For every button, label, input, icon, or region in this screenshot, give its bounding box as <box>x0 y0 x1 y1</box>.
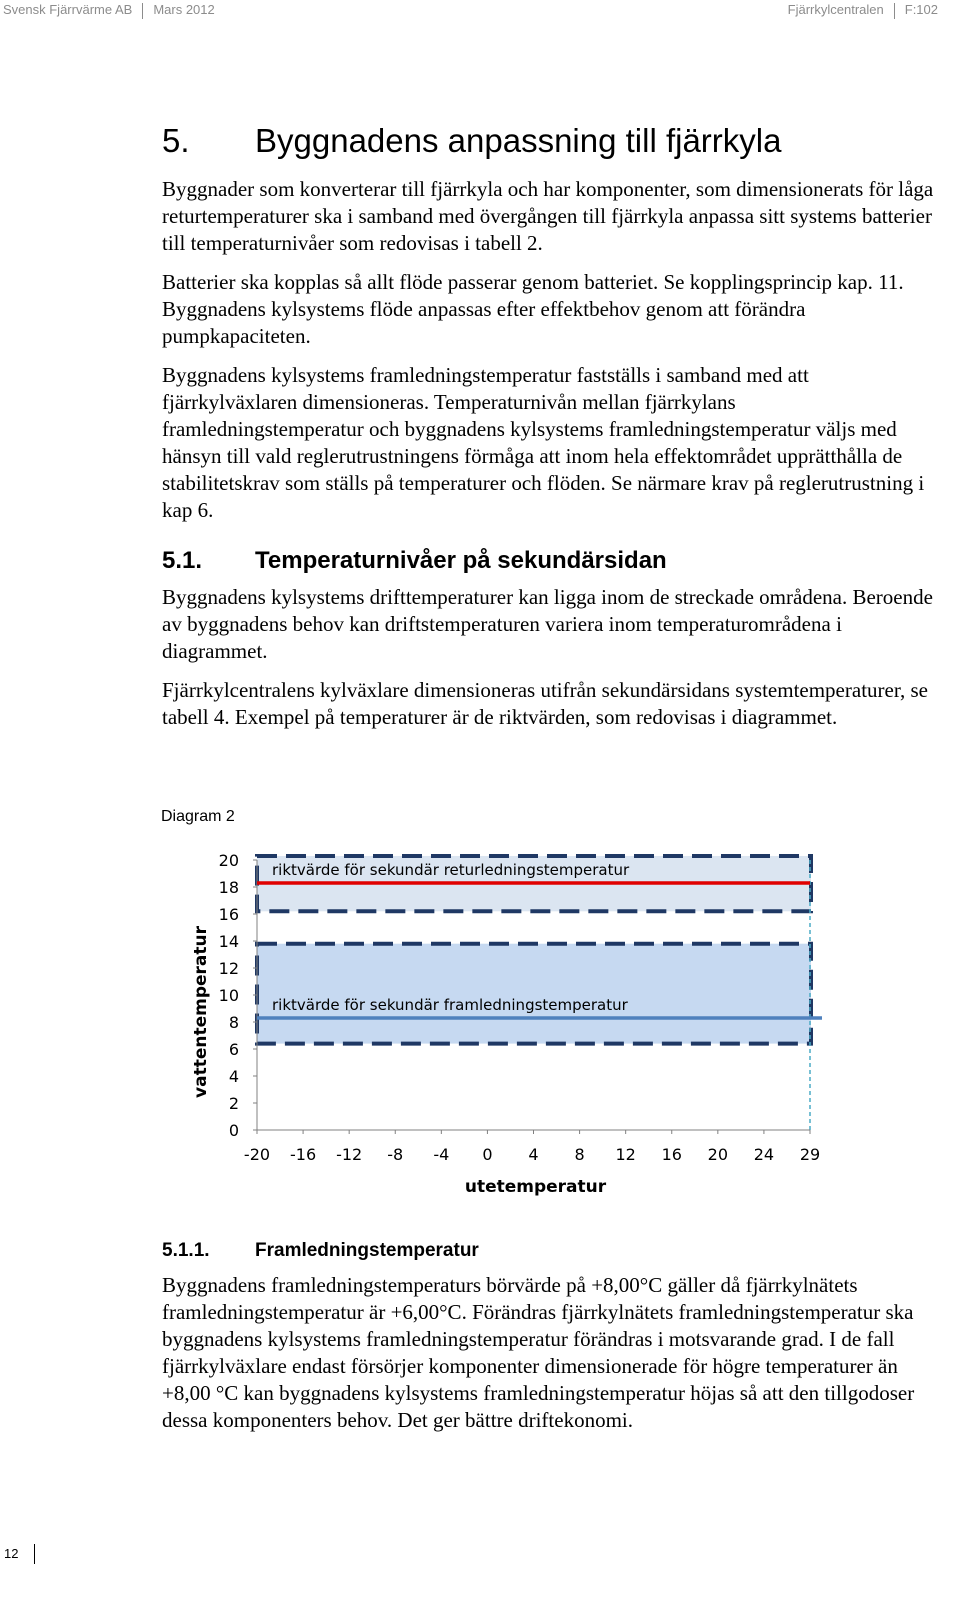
section-number: 5. <box>162 122 190 159</box>
y-tick-label: 16 <box>218 905 239 924</box>
paragraph: Byggnadens framledningstemperaturs börvärde på +8,00°C gäller då fjärrkylnätets framledningstemperatur är +6,00°C. Förändras fjärrkylnätets framledningstemperatur ska byggnadens kylsystems framledningstemperatur förändras i motsvarande grad. I de fall fjärrkylväxlare endast försörjer komponenter dimensionerade för högre temperaturer än +8,00 °C kan byggnadens kylsystems framledningstemperatur höjas så att den tillgodoser dessa komponenters behov. Det ger bättre driftekonomi. <box>162 1273 915 1432</box>
x-tick-label: 20 <box>707 1145 729 1164</box>
y-axis-title: vattentemperatur <box>191 926 211 1098</box>
section-5-1-heading <box>162 547 667 575</box>
section-5-1-1-heading <box>162 1240 479 1262</box>
header-doc: Fjärrkylcentralen <box>787 2 884 17</box>
header-divider <box>894 3 895 19</box>
section-number: 5.1. <box>162 547 203 574</box>
y-tick-label: 2 <box>228 1094 239 1113</box>
paragraph: Fjärrkylcentralens kylväxlare dimensioneras utifrån sekundärsidans systemtemperaturer, se tabell 4. Exempel på temperaturer är de riktvärden, som redovisas i diagrammet. <box>162 678 928 729</box>
page-number: 12 <box>4 1546 19 1561</box>
paragraph: Byggnadens kylsystems drifttemperaturer kan ligga inom de streckade områdena. Beroende av byggnadens behov kan driftstemperaturen variera inom temperaturområdena i diagrammet. <box>162 585 933 663</box>
diagram-caption: Diagram 2 <box>161 808 235 825</box>
x-axis-title: utetemperatur <box>464 1177 607 1197</box>
y-tick-label: 8 <box>228 1013 239 1032</box>
header-left <box>3 2 215 19</box>
header-code: F:102 <box>904 2 938 17</box>
x-tick-label: 8 <box>574 1145 585 1164</box>
section-5-heading <box>162 122 781 160</box>
x-tick-label: -12 <box>336 1145 363 1164</box>
framledning-band <box>257 944 811 1044</box>
x-tick-label: 24 <box>753 1145 775 1164</box>
y-tick-label: 18 <box>218 878 239 897</box>
section-title: Byggnadens anpassning till fjärrkyla <box>255 122 782 159</box>
header-company: Svensk Fjärrvärme AB <box>3 2 133 17</box>
y-tick-label: 12 <box>218 959 239 978</box>
x-tick-label: 0 <box>482 1145 493 1164</box>
y-tick-label: 4 <box>228 1067 239 1086</box>
paragraph: Byggnader som konverterar till fjärrkyla och har komponenter, som dimensionerats för låga returtemperaturer ska i samband med övergången till fjärrkyla anpassa sitt systems batterier till temperaturnivåer som redovisas i tabell 2. <box>162 177 934 255</box>
footer-divider <box>34 1544 35 1564</box>
y-tick-label: 20 <box>218 851 239 870</box>
series-label: riktvärde för sekundär framledningstemperatur <box>272 995 628 1014</box>
y-tick-label: 0 <box>228 1121 239 1140</box>
y-tick-label: 10 <box>218 986 239 1005</box>
y-tick-label: 6 <box>228 1040 239 1059</box>
temperature-chart <box>180 840 840 1210</box>
header-divider <box>142 3 143 19</box>
section-title: Framledningstemperatur <box>255 1240 479 1261</box>
series-label: riktvärde för sekundär returledningstemperatur <box>272 860 630 879</box>
x-tick-label: 4 <box>528 1145 539 1164</box>
header-date: Mars 2012 <box>153 2 215 17</box>
x-tick-label: -20 <box>243 1145 271 1164</box>
x-tick-label: -8 <box>387 1145 404 1164</box>
section-title: Temperaturnivåer på sekundärsidan <box>255 547 667 574</box>
paragraph: Batterier ska kopplas så allt flöde passerar genom batteriet. Se kopplingsprincip kap. 11. Byggnadens kylsystems flöde anpassas efter effektbehov genom att förändra pumpkapaciteten. <box>162 270 904 348</box>
header-right <box>788 2 938 19</box>
x-tick-label: 12 <box>615 1145 636 1164</box>
x-tick-label: -4 <box>433 1145 450 1164</box>
x-tick-label: 29 <box>799 1145 821 1164</box>
section-number: 5.1.1. <box>162 1240 210 1261</box>
x-tick-label: 16 <box>661 1145 682 1164</box>
paragraph: Byggnadens kylsystems framledningstemperatur fastställs i samband med att fjärrkylväxlaren dimensioneras. Temperaturnivån mellan fjärrkylans framledningstemperatur och byggnadens kylsystems framledningstemperatur väljs med hänsyn till vald reglerutrustningens förmåga att inom hela effektområdet upprätthålla de stabilitetskrav som ställs på temperaturer och flöden. Se närmare krav på reglerutrustning i kap 6. <box>162 363 925 522</box>
x-tick-label: -16 <box>290 1145 317 1164</box>
y-tick-label: 14 <box>218 932 239 951</box>
